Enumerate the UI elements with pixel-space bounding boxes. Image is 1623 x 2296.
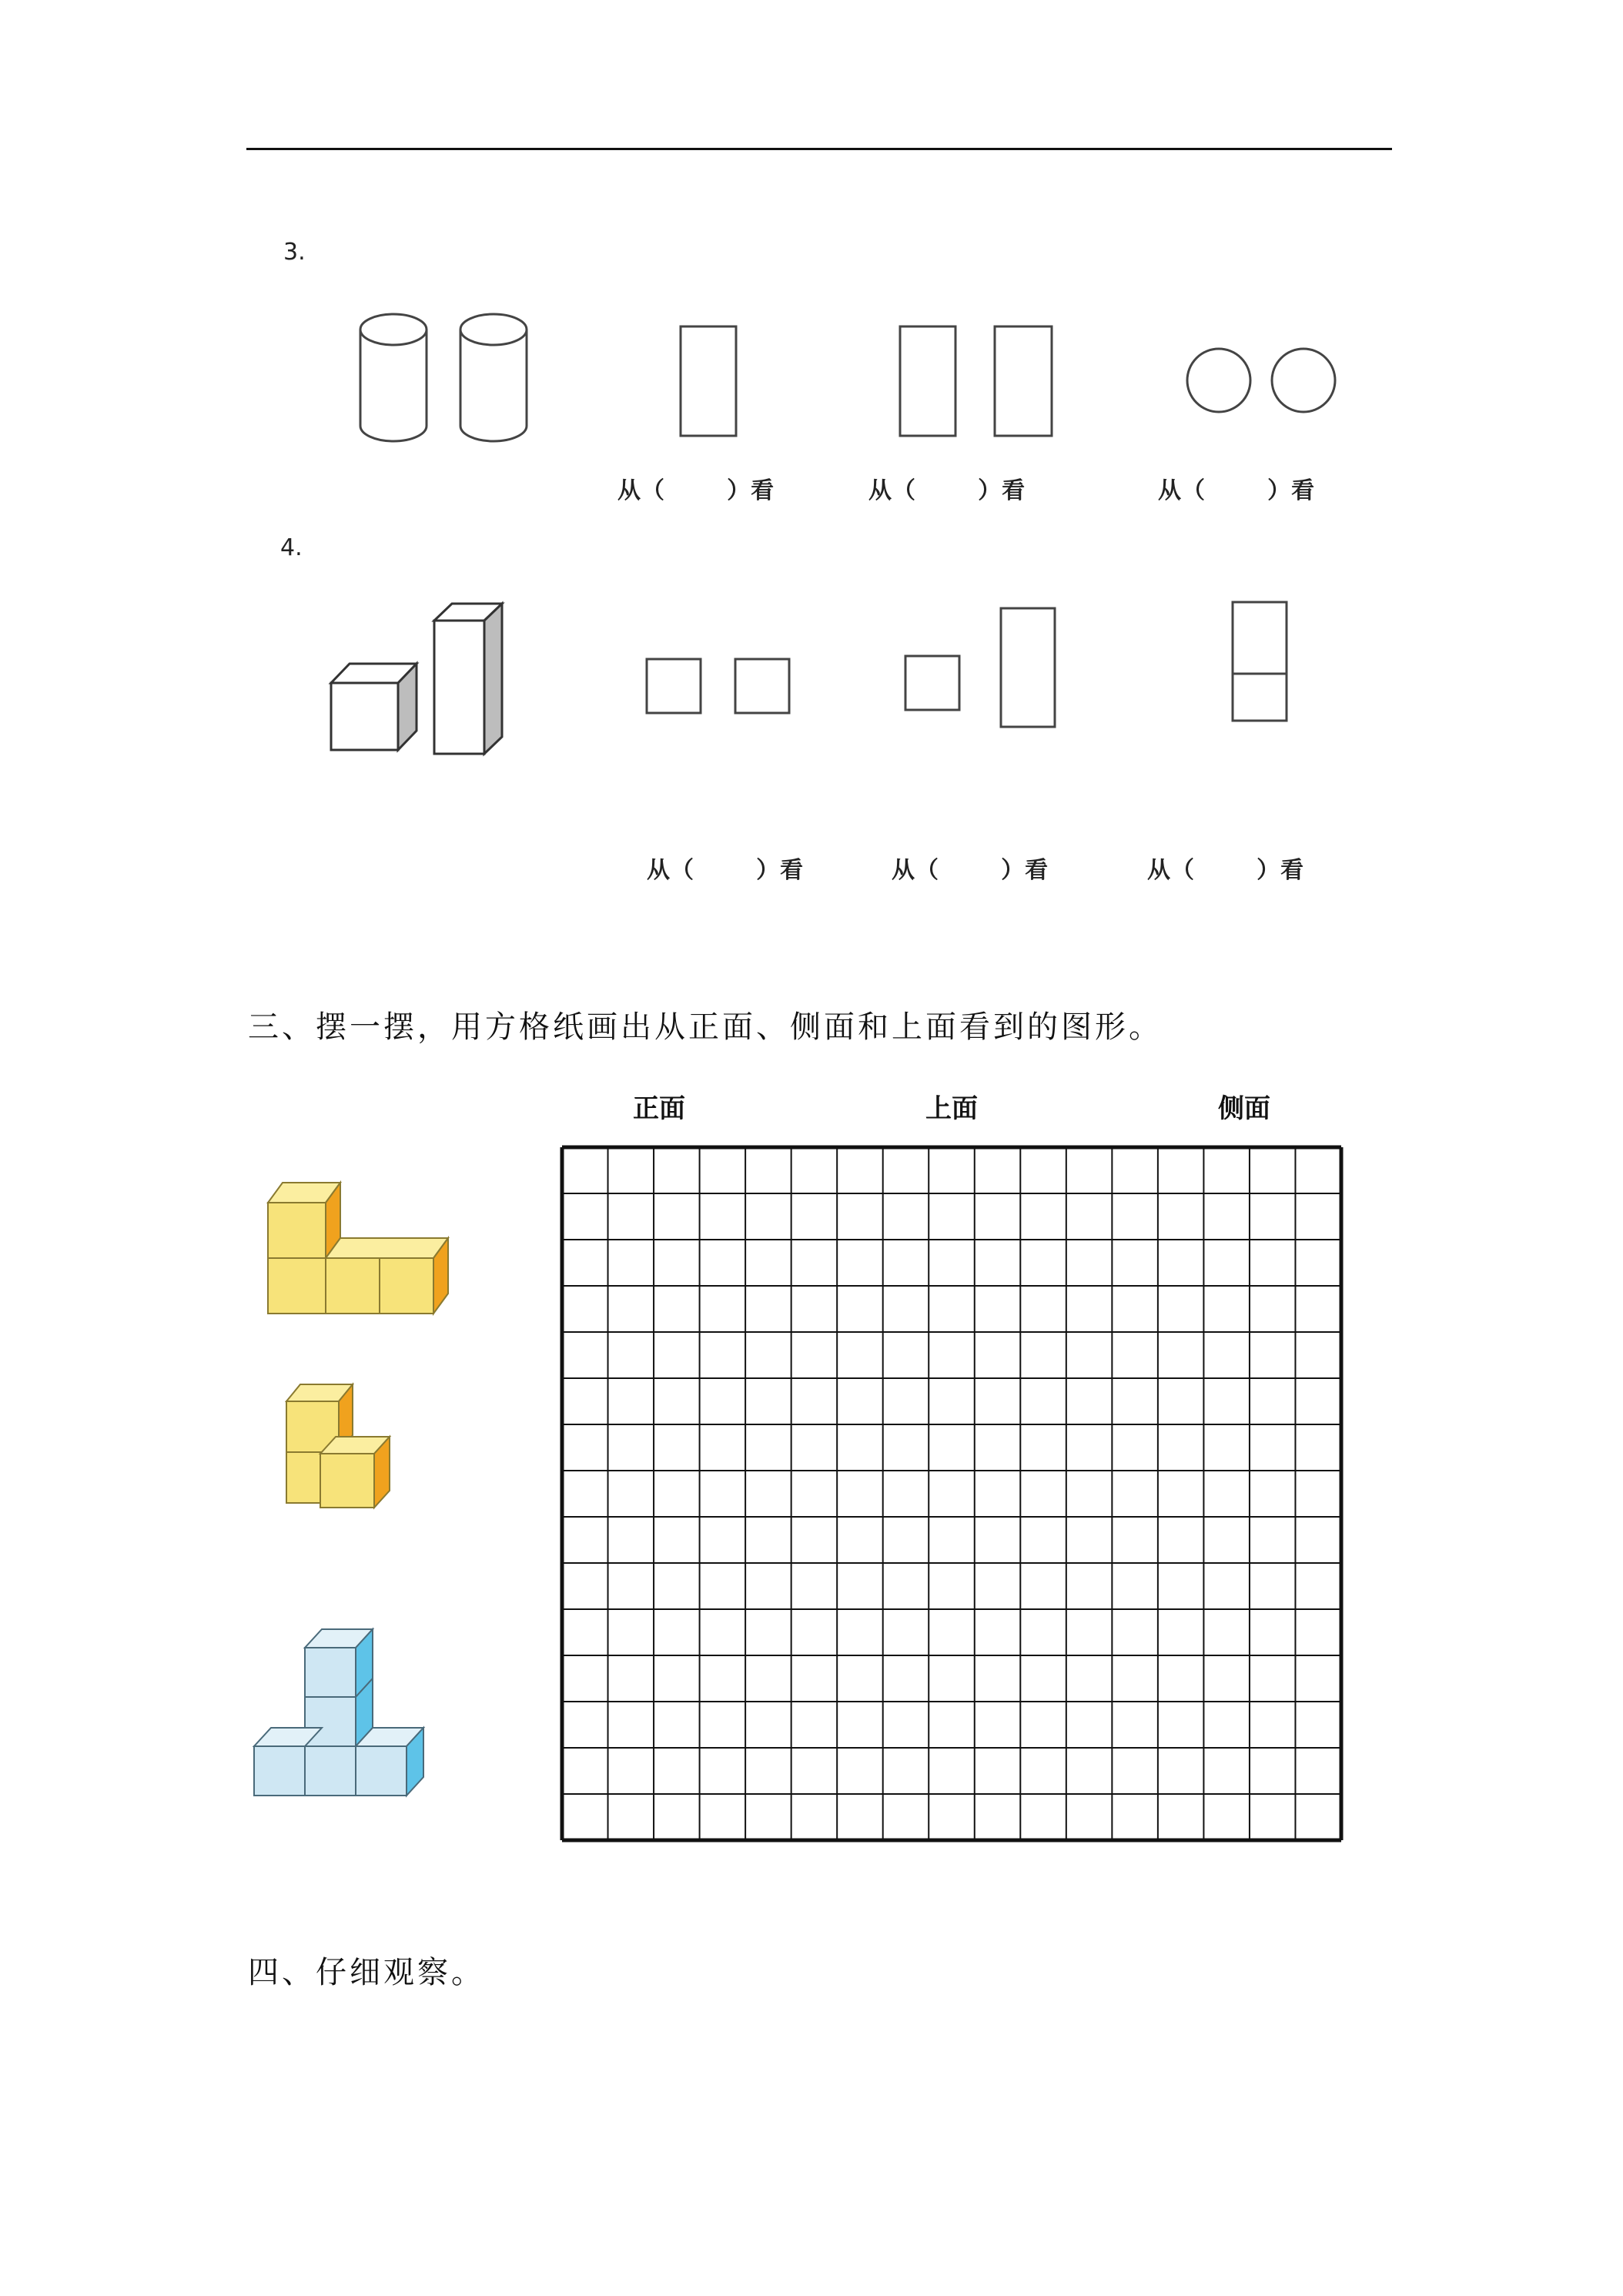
square-grid-paper [560, 1145, 1344, 1842]
yellow-step-block-figure [286, 1384, 390, 1508]
question-4-number: 4. [280, 534, 303, 561]
q4-caption-3: 从（ ）看 [1147, 857, 1305, 884]
yellow-l-block-figure [268, 1183, 448, 1314]
section-4-heading: 四、仔细观察。 [248, 1955, 485, 1990]
blue-t-block-figure [254, 1629, 423, 1796]
grid-label-side: 侧面 [1218, 1093, 1270, 1124]
grid-label-top: 上面 [925, 1093, 978, 1124]
section-3-heading: 三、摆一摆，用方格纸画出从正面、侧面和上面看到的图形。 [248, 1009, 1163, 1045]
q4-caption-1: 从（ ）看 [647, 857, 805, 884]
q3-caption-3: 从（ ）看 [1158, 477, 1316, 504]
q3-caption-1: 从（ ）看 [617, 477, 775, 504]
grid-label-front: 正面 [633, 1093, 685, 1124]
question-3-number: 3. [283, 239, 306, 266]
q4-caption-2: 从（ ）看 [892, 857, 1049, 884]
q3-caption-2: 从（ ）看 [868, 477, 1026, 504]
